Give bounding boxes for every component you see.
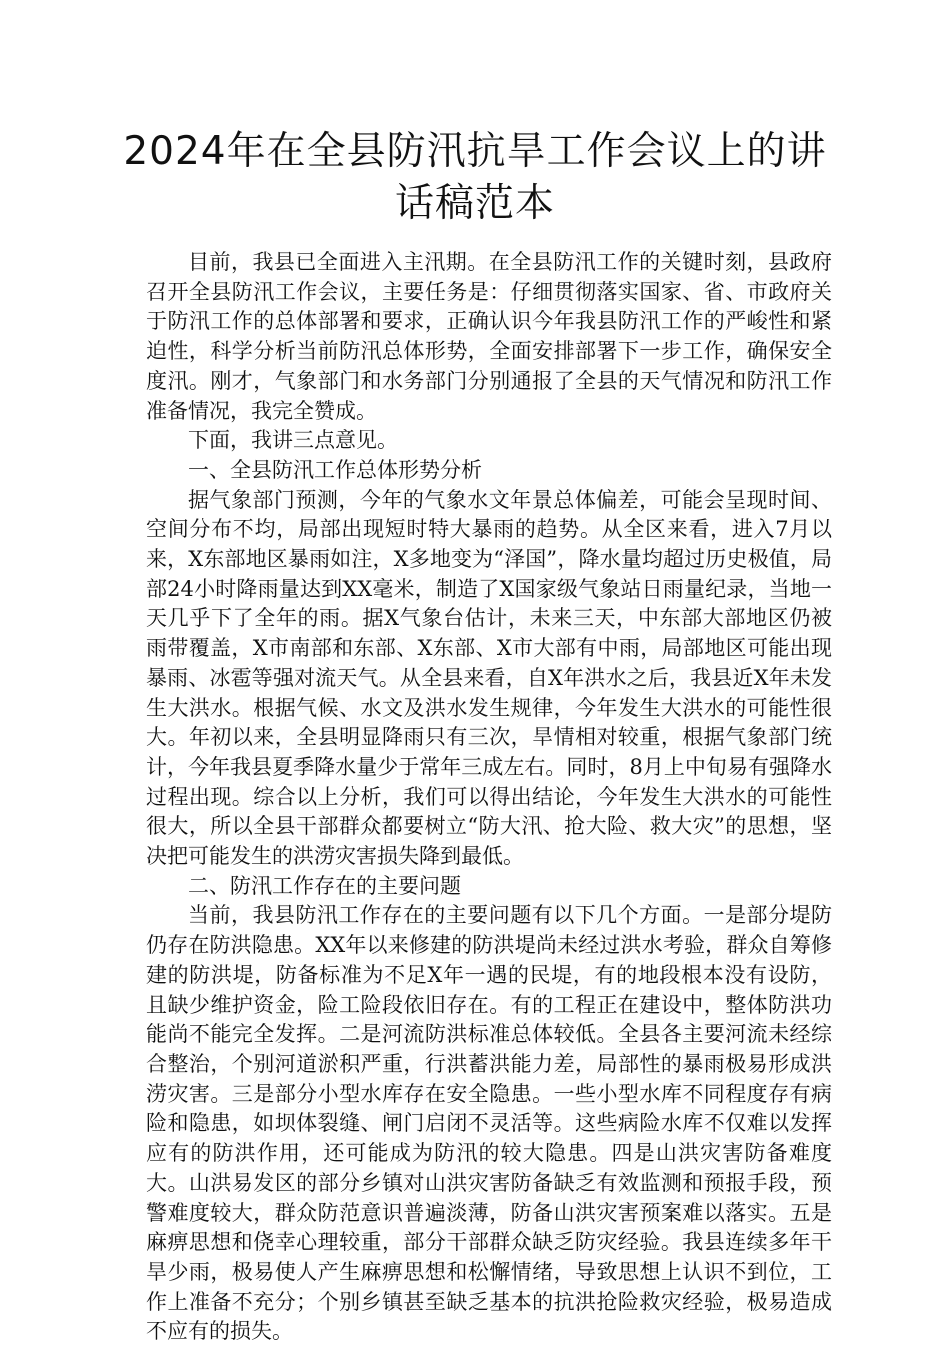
document-body bbox=[146, 248, 832, 1347]
section-heading-2: 二、防汛工作存在的主要问题 bbox=[188, 873, 461, 898]
title-line-1: 2024年在全县防汛抗旱工作会议上的讲 bbox=[123, 129, 827, 174]
paragraph-problems: 当前，我县防汛工作存在的主要问题有以下几个方面。一是部分堤防仍存在防洪隐患。XX年以来修建的防洪堤尚未经过洪水考验，群众自筹修建的防洪堤，防备标准为不足X年一遇的民堤，有的地段根本没有设防，且缺少维护资金，险工险段依旧存在。有的工程正在建设中，整体防洪功能尚不能完全发挥。二是河流防洪标准总体较低。全县各主要河流未经综合整治，个别河道淤积严重，行洪蓄洪能力差，局部性的暴雨极易形成洪涝灾害。三是部分小型水库存在安全隐患。一些小型水库不同程度存有病险和隐患，如坝体裂缝、闸门启闭不灵活等。这些病险水库不仅难以发挥应有的防洪作用，还可能成为防汛的较大隐患。四是山洪灾害防备难度大。山洪易发区的部分乡镇对山洪灾害防备缺乏有效监测和预报手段，预警难度较大，群众防范意识普遍淡薄，防备山洪灾害预案难以落实。五是麻痹思想和侥幸心理较重，部分干部群众缺乏防灾经验。我县连续多年干旱少雨，极易使人产生麻痹思想和松懈情绪，导致思想上认识不到位，工作上准备不充分；个别乡镇甚至缺乏基本的抗洪抢险救灾经验，极易造成不应有的损失。 bbox=[146, 903, 832, 1344]
paragraph-intro: 目前，我县已全面进入主汛期。在全县防汛工作的关键时刻，县政府召开全县防汛工作会议，主要任务是：仔细贯彻落实国家、省、市政府关于防汛工作的总体部署和要求，正确认识今年我县防汛工作的严峻性和紧迫性，科学分析当前防汛总体形势，全面安排部署下一步工作，确保安全度汛。刚才，气象部门和水务部门分别通报了全县的天气情况和防汛工作准备情况，我完全赞成。 bbox=[146, 250, 832, 423]
paragraph-outline: 下面，我讲三点意见。 bbox=[188, 428, 398, 453]
paragraph-situation: 据气象部门预测，今年的气象水文年景总体偏差，可能会呈现时间、空间分布不均，局部出现短时特大暴雨的趋势。从全区来看，进入7月以来，X东部地区暴雨如注，X多地变为“泽国”，降水量均超过历史极值，局部24小时降雨量达到XX毫米，制造了X国家级气象站日雨量纪录，当地一天几乎下了全年的雨。据X气象台估计，未来三天，中东部大部地区仍被雨带覆盖，X市南部和东部、X东部、X市大部有中雨，局部地区可能出现暴雨、冰雹等强对流天气。从全县来看，自X年洪水之后，我县近X年未发生大洪水。根据气候、水文及洪水发生规律，今年发生大洪水的可能性很大。年初以来，全县明显降雨只有三次，旱情相对较重，根据气象部门统计，今年我县夏季降水量少于常年三成左右。同时，8月上中旬易有强降水过程出现。综合以上分析，我们可以得出结论，今年发生大洪水的可能性很大，所以全县干部群众都要树立“防大汛、抢大险、救大灾”的思想，坚决把可能发生的洪涝灾害损失降到最低。 bbox=[146, 487, 832, 869]
title-line-2: 话稿范本 bbox=[394, 181, 555, 226]
section-heading-1: 一、全县防汛工作总体形势分析 bbox=[188, 457, 482, 482]
document-title bbox=[120, 126, 830, 230]
